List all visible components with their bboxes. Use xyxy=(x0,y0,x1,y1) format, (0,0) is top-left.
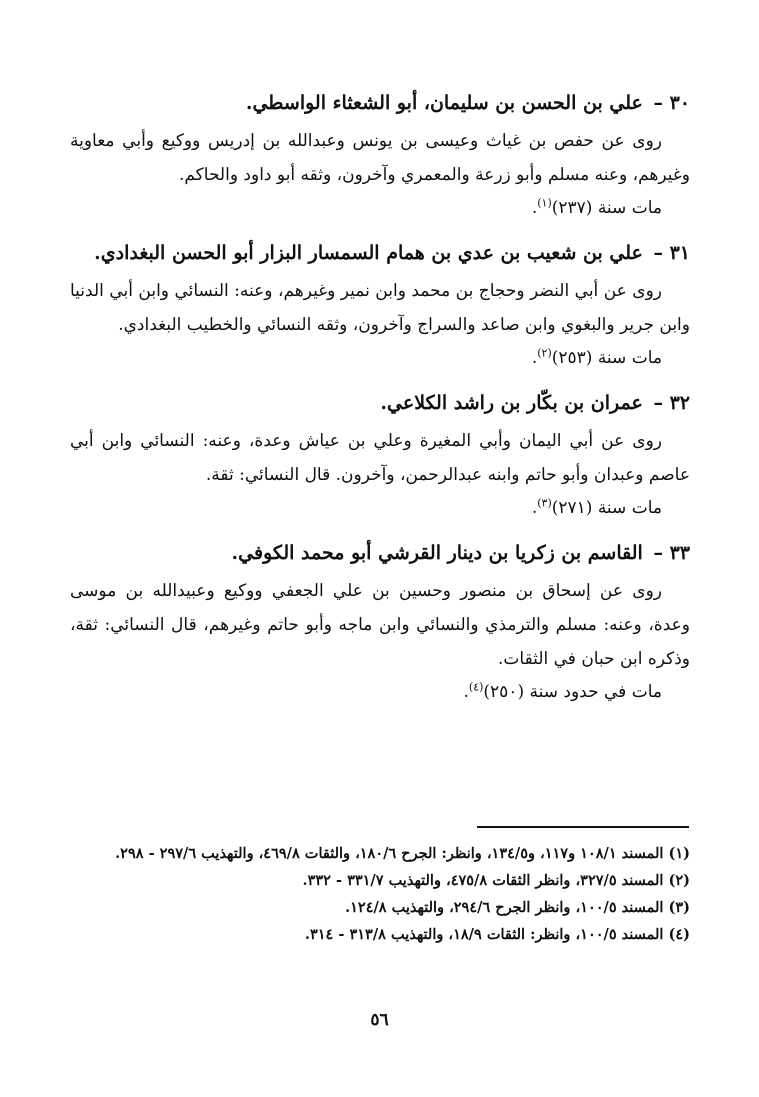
main-text xyxy=(70,88,690,722)
biography-entry-33 xyxy=(70,538,690,708)
page-number: ٥٦ xyxy=(370,1010,389,1030)
entry-title: القاسم بن زكريا بن دينار القرشي أبو محمد الكوفي. xyxy=(231,542,643,564)
entry-number: ٣١ – xyxy=(653,242,690,264)
entry-number: ٣٠ – xyxy=(653,92,690,114)
death-end: . xyxy=(463,682,469,702)
entry-body: روى عن إسحاق بن منصور وحسين بن علي الجعفي ووكيع وعبيدالله بن موسى وعدة، وعنه: مسلم والترمذي والنسائي وابن ماجه وأبو حاتم وغيرهم، قال النسائي: ثقة، وذكره ابن حبان في الثقات. xyxy=(70,581,690,669)
entry-number: ٣٣ – xyxy=(653,542,690,564)
entry-death-line xyxy=(70,342,690,374)
entry-number: ٣٢ – xyxy=(653,392,690,414)
entry-heading xyxy=(70,88,690,118)
biography-entry-31 xyxy=(70,238,690,374)
death-date: مات في حدود سنة (٢٥٠) xyxy=(483,682,662,702)
footnote-2: (٢) المسند ٣٢٧/٥، وانظر الثقات ٤٧٥/٨، والتهذيب ٣٣١/٧ - ٣٣٢. xyxy=(302,872,690,889)
entry-death-line xyxy=(70,192,690,224)
footnote-1: (١) المسند ١٠٨/١ و١١٧، و١٣٤/٥، وانظر: الجرح ١٨٠/٦، والثقات ٤٦٩/٨، والتهذيب ٢٩٧/٦ - ٢٩٨. xyxy=(115,845,690,862)
biography-entry-32 xyxy=(70,388,690,524)
entry-body: روى عن أبي النضر وحجاج بن محمد وابن نمير وغيرهم، وعنه: النسائي وابن أبي الدنيا وابن جرير والبغوي وابن صاعد والسراج وآخرون، وثقه النسائي والخطيب البغدادي. xyxy=(70,281,690,335)
entry-title: علي بن شعيب بن عدي بن همام السمسار البزار أبو الحسن البغدادي. xyxy=(94,242,643,264)
entry-death-line xyxy=(70,492,690,524)
death-date: مات سنة (٢٣٧) xyxy=(551,198,662,218)
biography-entry-30 xyxy=(70,88,690,224)
entry-heading xyxy=(70,538,690,568)
entry-title: علي بن الحسن بن سليمان، أبو الشعثاء الواسطي. xyxy=(245,92,643,114)
death-end: . xyxy=(531,348,538,368)
entry-body: روى عن حفص بن غياث وعيسى بن يونس وعبدالله بن إدريس ووكيع وأبي معاوية وغيرهم، وعنه مسلم وأبو زرعة والمعمري وآخرون، وثقه أبو داود والحاكم. xyxy=(70,131,690,185)
death-date: مات سنة (٢٧١) xyxy=(551,498,662,518)
death-end: . xyxy=(531,198,538,218)
entry-heading xyxy=(70,238,690,268)
footnote-4: (٤) المسند ١٠٠/٥، وانظر: الثقات ١٨/٩، والتهذيب ٣١٣/٨ - ٣١٤. xyxy=(304,926,690,943)
footnote-ref: (٢) xyxy=(537,346,552,360)
footnote-ref: (١) xyxy=(537,196,552,210)
footnote-separator xyxy=(477,826,689,828)
entry-title: عمران بن بكّار بن راشد الكلاعي. xyxy=(380,392,643,414)
footnote-ref: (٣) xyxy=(537,496,552,510)
footnote-ref: (٤) xyxy=(468,680,484,694)
footnotes xyxy=(70,840,690,948)
footnote-3: (٣) المسند ١٠٠/٥، وانظر الجرح ٢٩٤/٦، والتهذيب ١٢٤/٨. xyxy=(345,899,690,916)
entry-death-line xyxy=(70,676,690,708)
death-end: . xyxy=(531,498,538,518)
entry-heading xyxy=(70,388,690,418)
entry-body: روى عن أبي اليمان وأبي المغيرة وعلي بن عياش وعدة، وعنه: النسائي وابن أبي عاصم وعبدان وأبو حاتم وابنه عبدالرحمن، وآخرون. قال النسائي: ثقة. xyxy=(70,431,690,485)
death-date: مات سنة (٢٥٣) xyxy=(551,348,662,368)
